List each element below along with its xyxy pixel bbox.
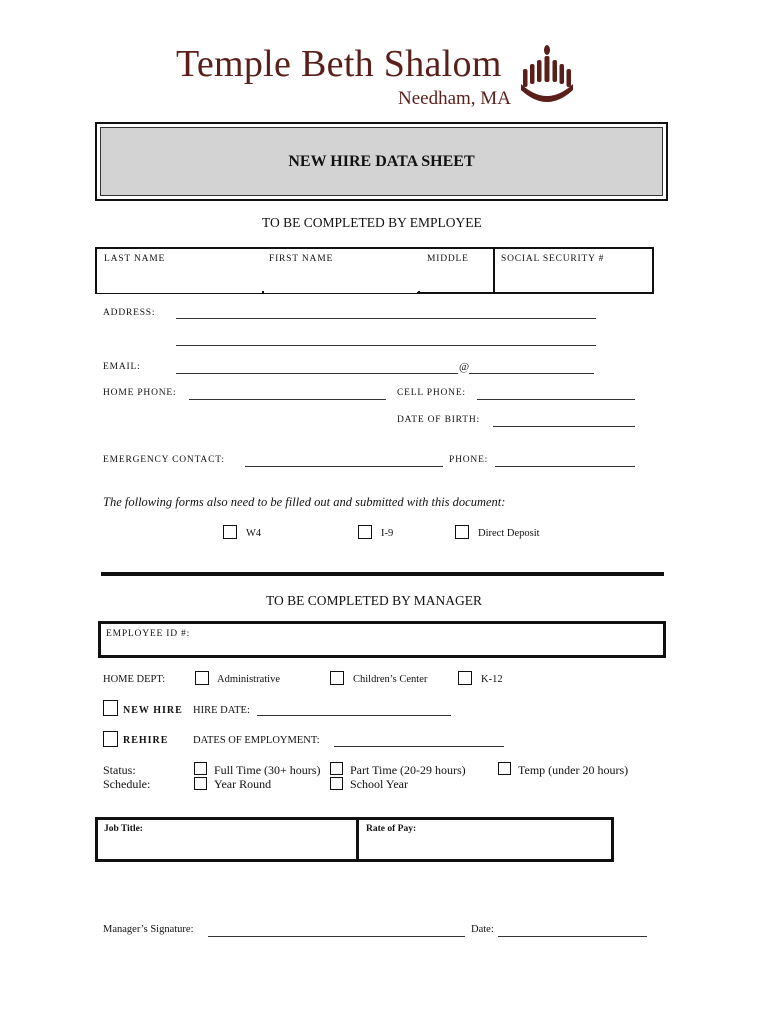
school-year-label: School Year [350, 777, 409, 791]
form-title: NEW HIRE DATA SHEET [100, 127, 663, 196]
forms-note: The following forms also need to be filled out and submitted with this document: [103, 495, 506, 509]
employee-id-label: EMPLOYEE ID #: [106, 629, 191, 639]
temp-checkbox[interactable] [498, 762, 511, 775]
dept-administrative-label: Administrative [217, 674, 280, 685]
name-ssn-table [95, 247, 654, 294]
part-time-label: Part Time (20-29 hours) [350, 763, 466, 777]
schedule-label: Schedule: [103, 777, 151, 791]
rate-of-pay-box[interactable] [356, 817, 614, 862]
dob-label: DATE OF BIRTH: [397, 415, 480, 425]
job-title-box[interactable] [95, 817, 359, 862]
w4-label: W4 [246, 528, 262, 539]
org-location: Needham, MA [398, 88, 511, 109]
status-label: Status: [103, 763, 136, 777]
address-line-2[interactable] [176, 345, 596, 346]
new-hire-label: NEW HIRE [123, 705, 183, 716]
address-line-1[interactable] [176, 318, 596, 319]
hire-date-line[interactable] [257, 715, 451, 716]
emergency-contact-line[interactable] [245, 466, 443, 467]
i9-label: I-9 [381, 528, 394, 539]
w4-checkbox[interactable] [223, 525, 237, 539]
cell-phone-label: CELL PHONE: [397, 388, 466, 398]
home-phone-line[interactable] [189, 399, 386, 400]
section-divider [101, 572, 664, 576]
dob-line[interactable] [493, 426, 635, 427]
i9-checkbox[interactable] [358, 525, 372, 539]
direct-deposit-label: Direct Deposit [478, 528, 540, 539]
employee-id-box[interactable] [98, 621, 666, 658]
signature-line[interactable] [208, 936, 465, 937]
first-name-header: FIRST NAME [269, 254, 334, 264]
rehire-checkbox[interactable] [103, 731, 118, 747]
date-label: Date: [471, 924, 494, 935]
dept-childrens-center-label: Children’s Center [353, 674, 428, 685]
year-round-checkbox[interactable] [194, 777, 207, 790]
temp-label: Temp (under 20 hours) [518, 763, 629, 777]
title-box [95, 122, 668, 201]
dept-k12-checkbox[interactable] [458, 671, 472, 685]
dept-childrens-center-checkbox[interactable] [330, 671, 344, 685]
dates-employment-label: DATES OF EMPLOYMENT: [193, 735, 320, 746]
dept-administrative-checkbox[interactable] [195, 671, 209, 685]
address-label: ADDRESS: [103, 308, 156, 318]
emergency-phone-label: PHONE: [449, 455, 489, 465]
email-label: EMAIL: [103, 362, 141, 372]
menorah-hands-icon [518, 44, 576, 106]
hire-date-label: HIRE DATE: [193, 705, 250, 716]
home-dept-label: HOME DEPT: [103, 674, 166, 685]
emergency-contact-label: EMERGENCY CONTACT: [103, 455, 225, 465]
email-at-sign: @ [459, 361, 470, 373]
employee-section-heading: TO BE COMPLETED BY EMPLOYEE [262, 215, 482, 230]
emergency-phone-line[interactable] [495, 466, 635, 467]
org-name: Temple Beth Shalom [176, 43, 502, 85]
manager-section-heading: TO BE COMPLETED BY MANAGER [266, 593, 483, 608]
year-round-label: Year Round [214, 777, 272, 791]
email-domain-line[interactable] [469, 373, 594, 374]
signature-date-line[interactable] [498, 936, 647, 937]
email-user-line[interactable] [176, 373, 458, 374]
job-title-label: Job Title: [104, 824, 143, 834]
ssn-header: SOCIAL SECURITY # [501, 254, 605, 264]
full-time-label: Full Time (30+ hours) [214, 763, 321, 777]
direct-deposit-checkbox[interactable] [455, 525, 469, 539]
dept-k12-label: K-12 [481, 674, 503, 685]
part-time-checkbox[interactable] [330, 762, 343, 775]
new-hire-checkbox[interactable] [103, 700, 118, 716]
rate-of-pay-label: Rate of Pay: [366, 824, 417, 834]
school-year-checkbox[interactable] [330, 777, 343, 790]
signature-label: Manager’s Signature: [103, 924, 194, 935]
cell-phone-line[interactable] [477, 399, 635, 400]
middle-header: MIDDLE [427, 254, 469, 264]
rehire-label: REHIRE [123, 735, 169, 746]
home-phone-label: HOME PHONE: [103, 388, 177, 398]
full-time-checkbox[interactable] [194, 762, 207, 775]
dates-employment-line[interactable] [334, 746, 504, 747]
last-name-header: LAST NAME [104, 254, 166, 264]
